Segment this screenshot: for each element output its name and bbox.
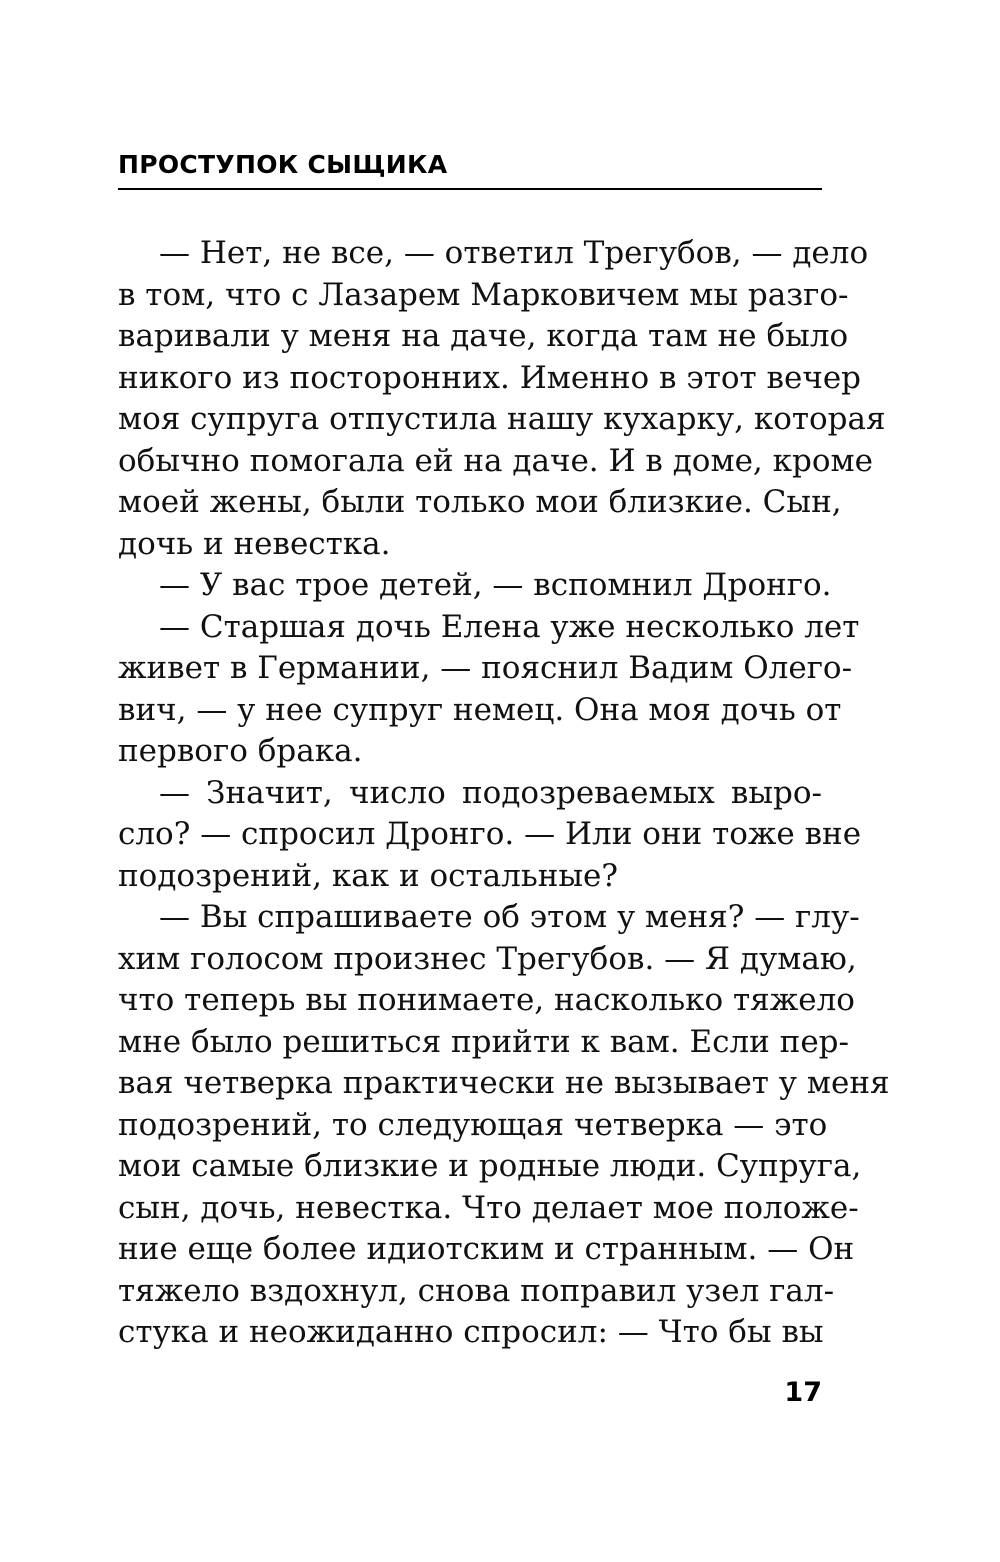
text-line: варивали у меня на даче, когда там не было <box>118 318 849 354</box>
text-line: сло? — спросил Дронго. — Или они тоже вне <box>118 816 862 852</box>
text-line: подозрений, как и остальные? <box>118 857 618 894</box>
text-line: обычно помогала ей на даче. И в доме, кроме <box>118 442 873 479</box>
text-line: первого брака. <box>118 733 363 769</box>
text-line: дочь и невестка. <box>118 525 391 562</box>
text-line: никого из посторонних. Именно в этот вечер <box>118 359 862 396</box>
text-line: хим голосом произнес Трегубов. — Я думаю, <box>118 940 857 977</box>
text-line: что теперь вы понимаете, насколько тяжело <box>118 982 855 1018</box>
text-line: — Вы спрашиваете об этом у меня? — глу- <box>159 899 860 935</box>
text-line: — Значит, число подозреваемых выро- <box>159 774 822 811</box>
text-line: живет в Германии, — пояснил Вадим Олего- <box>118 650 853 686</box>
text-line: сын, дочь, невестка. Что делает мое положе- <box>118 1189 859 1226</box>
text-line: мои самые близкие и родные люди. Супруга, <box>118 1148 862 1184</box>
text-line: — У вас трое детей, — вспомнил Дронго. <box>159 567 832 603</box>
text-line: моя супруга отпустила нашу кухарку, которая <box>118 401 886 437</box>
text-line: тяжело вздохнул, снова поправил узел гал- <box>118 1272 835 1309</box>
text-line: вая четверка практически не вызывает у меня <box>118 1065 890 1101</box>
page-number: 17 <box>784 1377 822 1408</box>
text-line: подозрений, то следующая четверка — это <box>118 1106 828 1143</box>
text-line: мне было решиться прийти к вам. Если пер- <box>118 1023 849 1060</box>
text-line: ние еще более идиотским и странным. — Он <box>118 1231 855 1267</box>
text-line: в том, что с Лазарем Марковичем мы разго- <box>118 276 849 313</box>
text-line: — Старшая дочь Елена уже несколько лет <box>159 608 860 645</box>
text-line: моей жены, были только мои близкие. Сын, <box>118 484 842 520</box>
text-line: стука и неожиданно спросил: — Что бы вы <box>118 1314 824 1350</box>
running-title: ПРОСТУПОК СЫЩИКА <box>118 150 448 179</box>
body-text <box>118 233 890 1354</box>
text-line: — Нет, не все, — ответил Трегубов, — дело <box>159 235 869 271</box>
header-rule <box>118 188 822 190</box>
text-line: вич, — у нее супруг немец. Она моя дочь от <box>118 691 842 728</box>
